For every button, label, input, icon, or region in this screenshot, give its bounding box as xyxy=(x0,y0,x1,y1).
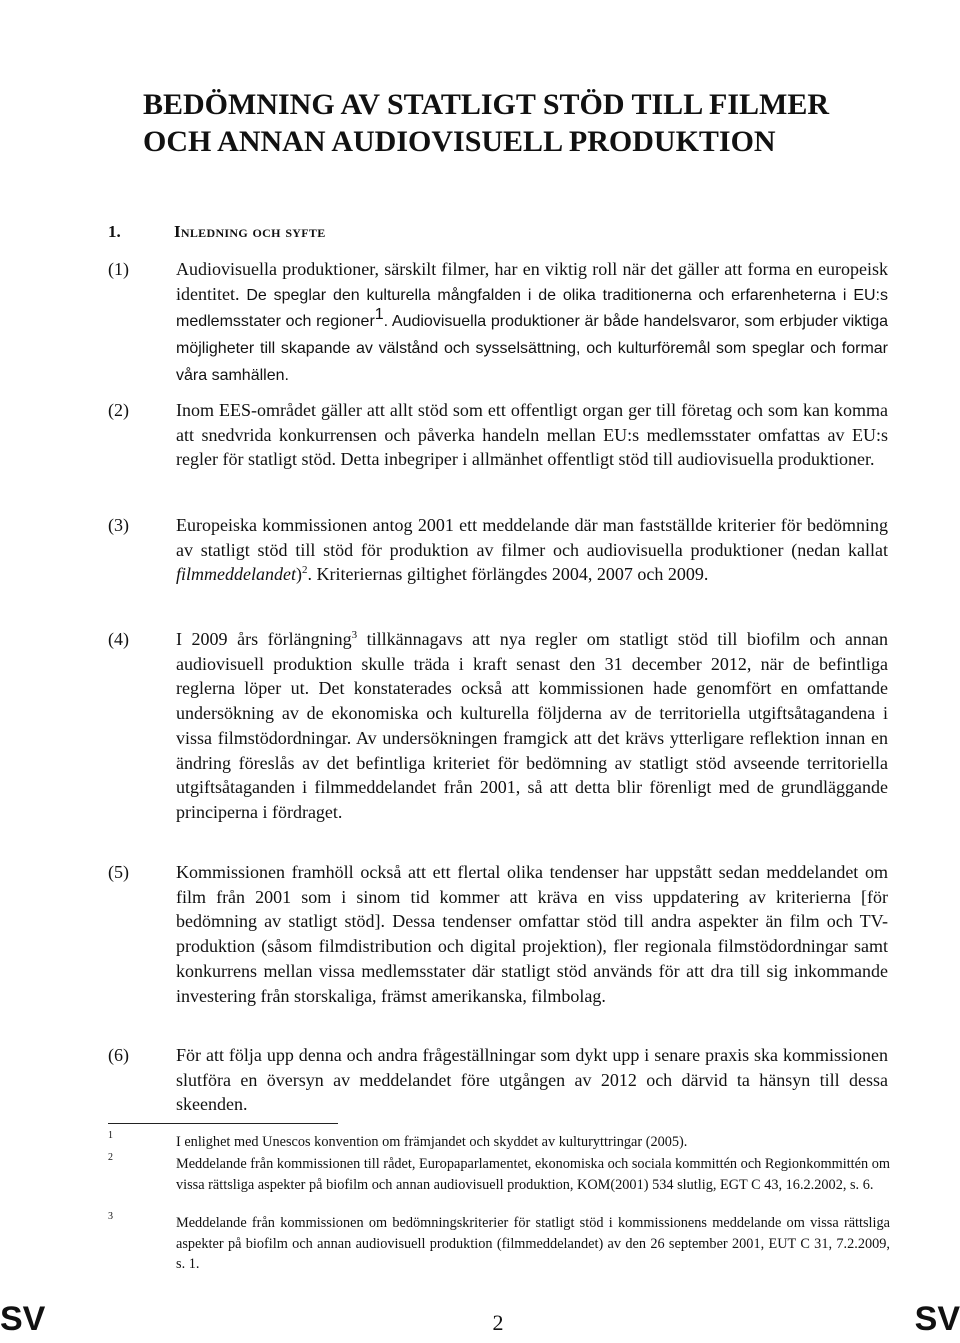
paragraph-number: (1) xyxy=(108,259,129,279)
paragraph-4-text-b: tillkännagavs att nya regler om statligt stöd till biofilm och annan audiovisuell produktion skulle träda i kraft senast den 31 december 2012, när de befintliga reglerna löper ut. Det konstaterades också att kommissionen hade genomfört en omfattande undersökning av de ekonomiska och kulturella följderna av de territoriella utgiftsåtagandena i vissa filmstödordningar. Av undersökningen framgick att det krävs ytterligare reflektion innan en ändring föreslås av det befintliga kriteriet för bedömning av statligt stöd avseende territoriella utgiftsåtaganden i filmmeddelandet från 2001, så att detta blir förenligt med de grundläggande principerna i fördraget. xyxy=(176,629,889,822)
paragraph-3-italic-term: filmmeddelandet xyxy=(176,564,296,585)
paragraph-3-text-a: Europeiska kommissionen antog 2001 ett meddelande där man fastställde kriterier för bedömning av statligt stöd till stöd för produktion av filmer och audiovisuella produktioner (nedan kallat xyxy=(176,515,888,560)
footnote-ref-3: 3 xyxy=(351,629,358,641)
paragraph-1 xyxy=(108,257,888,389)
section-title: Inledning och syfte xyxy=(174,222,326,241)
footnote-text: Meddelande från kommissionen om bedömningskriterier för statligt stöd i kommissionens meddelande om vissa rättsliga aspekter på biofilm och annan audiovisuell produktion (filmmeddelandet) av den 26 september 2001, EUT C 31, 7.2.2009, s. 1. xyxy=(176,1215,890,1272)
paragraph-number: (5) xyxy=(108,862,129,882)
footnote-number: 3 xyxy=(108,1211,113,1222)
paragraph-5 xyxy=(108,860,888,1008)
paragraph-6 xyxy=(108,1043,888,1117)
paragraph-number: (6) xyxy=(108,1045,129,1065)
paragraph-1-text-a: Audiovisuella produktioner, särskilt filmer, har en viktig roll när det gäller att forma en europeisk identitet. xyxy=(176,259,888,304)
paragraph-3-text-c: . Kriteriernas giltighet förlängdes 2004, 2007 och 2009. xyxy=(307,564,709,585)
paragraph-text: Kommissionen framhöll också att ett flertal olika tendenser har uppstått sedan meddelandet om film från 2001 som i sinom tid kommer att kräva en viss uppdatering av kriterierna [för bedömning av statligt stöd]. Dessa tendenser omfattar stöd till andra aspekter än film och TV-produktion (såsom filmdistribution och digital projektion), fler regionala filmstödordningar samt konkurrens mellan vissa medlemsstater där statligt stöd används för att dra till sig inkommande investering från storskaliga, främst amerikanska, filmbolag. xyxy=(176,862,888,1006)
paragraph-number: (4) xyxy=(108,629,129,649)
paragraph-3 xyxy=(108,513,888,587)
language-code-left: SV xyxy=(0,1300,46,1338)
footnote-text: I enlighet med Unescos konvention om främjandet och skyddet av kulturyttringar (2005). xyxy=(176,1134,688,1150)
paragraph-1-text-c: . Audiovisuella produktioner är både handelsvaror, som erbjuder viktiga möjligheter till skapande av välstånd och sysselsättning, och kulturföremål som speglar och formar våra samhällen. xyxy=(176,313,888,384)
paragraph-1-text-b: De speglar den kulturella mångfalden i de olika traditionerna och erfarenheterna i EU:s medlemsstater och regioner xyxy=(176,286,888,331)
title-line-1: BEDÖMNING AV STATLIGT STÖD TILL FILMER xyxy=(143,88,830,121)
paragraph-number: (2) xyxy=(108,400,129,420)
title-line-2: OCH ANNAN AUDIOVISUELL PRODUKTION xyxy=(143,125,776,158)
paragraph-number: (3) xyxy=(108,515,129,535)
paragraph-text xyxy=(176,257,888,389)
paragraph-3-text-b: ) xyxy=(295,564,302,585)
footnote-number: 1 xyxy=(108,1130,113,1141)
paragraph-text xyxy=(176,513,888,587)
footnote-text: Meddelande från kommissionen till rådet, Europaparlamentet, ekonomiska och sociala kommittén och Regionkommittén om vissa rättsliga aspekter på biofilm och annan audiovisuell produktion, KOM(2001) 534 slutlig, EGT C 43, 16.2.2002, s. 6. xyxy=(176,1156,890,1193)
page-number: 2 xyxy=(492,1310,504,1335)
footnote-divider xyxy=(108,1123,338,1124)
document-title xyxy=(143,86,903,160)
paragraph-4-text-a: I 2009 års förlängning xyxy=(176,629,352,649)
footnote-2 xyxy=(108,1154,890,1195)
paragraph-text: Inom EES-området gäller att allt stöd som ett offentligt organ ger till företag och som kan komma att snedvrida konkurrensen och påverka handeln mellan EU:s medlemsstater omfattas av EU:s regler för statligt stöd. Detta inbegriper i allmänhet offentligt stöd till audiovisuella produktioner. xyxy=(176,400,888,470)
footnote-ref-1: 1 xyxy=(374,306,384,324)
paragraph-text: För att följa upp denna och andra frågeställningar som dykt upp i senare praxis ska kommissionen slutföra en översyn av meddelandet före utgången av 2012 och därvid ta hänsyn till dessa skeenden. xyxy=(176,1045,888,1115)
footnote-3 xyxy=(108,1213,890,1275)
section-heading xyxy=(108,222,326,242)
footnote-1 xyxy=(108,1132,890,1153)
footnote-number: 2 xyxy=(108,1152,113,1163)
language-code-right: SV xyxy=(914,1300,960,1338)
section-number: 1. xyxy=(108,222,121,241)
footnote-ref-2: 2 xyxy=(301,564,308,577)
paragraph-text xyxy=(176,627,888,825)
paragraph-2 xyxy=(108,398,888,472)
paragraph-4 xyxy=(108,627,888,825)
